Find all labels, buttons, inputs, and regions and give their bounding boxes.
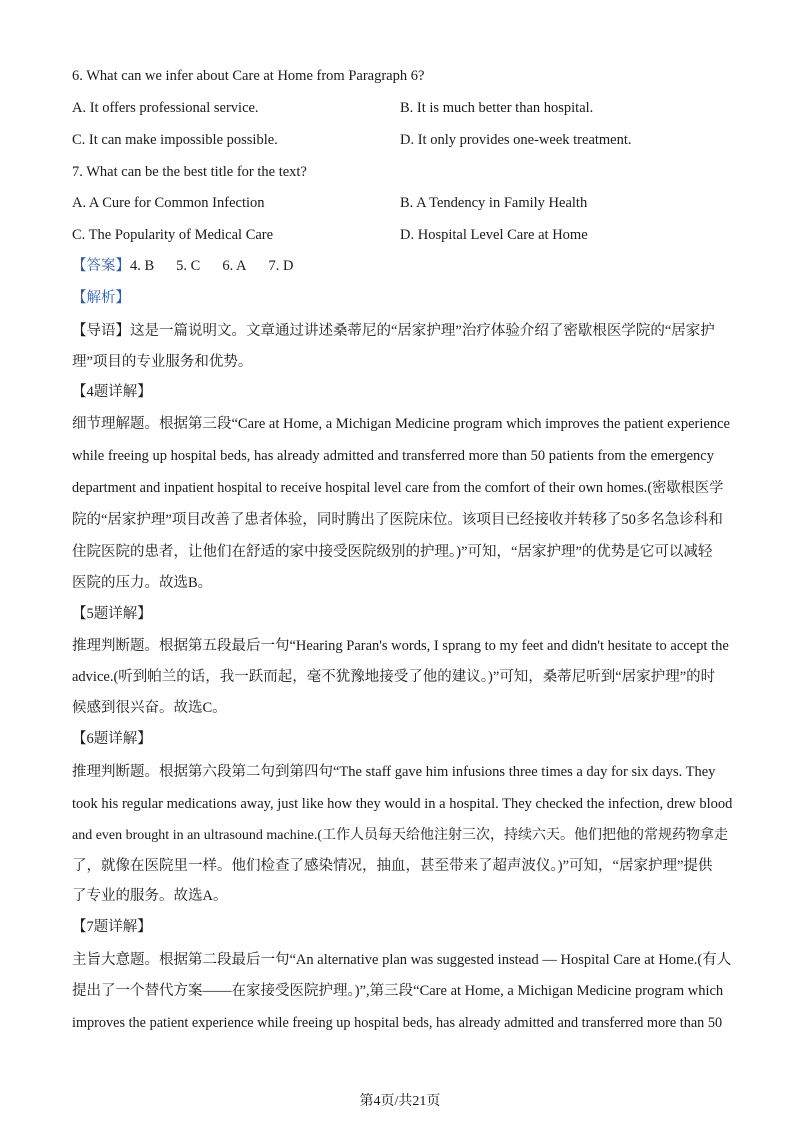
detail-6-heading: 【6题详解】 xyxy=(72,731,152,747)
q6-option-b: B. It is much better than hospital. xyxy=(400,100,594,116)
q7-option-a: A. A Cure for Common Infection xyxy=(72,195,265,211)
q6-option-d: D. It only provides one-week treatment. xyxy=(400,132,632,148)
detail-6-line: took his regular medications away, just like how they would in a hospital. They checked the infection, drew blood xyxy=(72,796,733,812)
detail-5-line: 候感到很兴奋。故选C。 xyxy=(72,700,227,716)
answer-label: 【答案】 xyxy=(72,258,130,274)
detail-4-line: 院的“居家护理”项目改善了患者体验，同时腾出了医院床位。该项目已经接收并转移了50多名急诊科和 xyxy=(72,512,723,528)
guide-line: 理”项目的专业服务和优势。 xyxy=(72,354,253,370)
q6-option-c: C. It can make impossible possible. xyxy=(72,132,278,148)
q7-option-d: D. Hospital Level Care at Home xyxy=(400,227,588,243)
detail-6-line: and even brought in an ultrasound machine.(工作人员每天给他注射三次，持续六天。他们把他的常规药物拿走 xyxy=(72,828,728,843)
page-number: 第4页/共21页 xyxy=(359,1094,441,1109)
detail-5-line: 推理判断题。根据第五段最后一句“Hearing Paran's words, I sprang to my feet and didn't hesitate to accept the xyxy=(72,638,729,654)
guide-line: 【导语】这是一篇说明文。文章通过讲述桑蒂尼的“居家护理”治疗体验介绍了密歇根医学院的“居家护 xyxy=(72,323,715,339)
q7-option-b: B. A Tendency in Family Health xyxy=(400,195,588,211)
detail-5-line: advice.(听到帕兰的话，我一跃而起，毫不犹豫地接受了他的建议。)”可知，桑蒂尼听到“居家护理”的时 xyxy=(72,669,716,685)
analysis-label: 【解析】 xyxy=(72,290,130,306)
answer-item: 7. D xyxy=(268,258,294,274)
detail-7-heading: 【7题详解】 xyxy=(72,919,152,935)
answer-line xyxy=(72,256,732,276)
answer-item: 5. C xyxy=(176,258,201,274)
detail-4-line: 住院医院的患者，让他们在舒适的家中接受医院级别的护理。)”可知，“居家护理”的优势是它可以减轻 xyxy=(72,544,713,560)
detail-6-line: 推理判断题。根据第六段第二句到第四句“The staff gave him infusions three times a day for six days. They xyxy=(72,764,716,780)
detail-7-line: improves the patient experience while freeing up hospital beds, has already admitted and transferred more than 50 xyxy=(72,1015,723,1031)
detail-6-line: 了专业的服务。故选A。 xyxy=(72,888,228,904)
detail-7-line: 提出了一个替代方案——在家接受医院护理。)”,第三段“Care at Home, a Michigan Medicine program which xyxy=(72,983,724,999)
q6-option-a: A. It offers professional service. xyxy=(72,100,259,116)
detail-6-line: 了，就像在医院里一样。他们检查了感染情况，抽血，甚至带来了超声波仪。)”可知，“居家护理”提供 xyxy=(72,858,713,874)
detail-4-line: while freeing up hospital beds, has already admitted and transferred more than 50 patients from the emergency xyxy=(72,448,714,464)
q7-option-c: C. The Popularity of Medical Care xyxy=(72,227,274,243)
detail-4-line: 医院的压力。故选B。 xyxy=(72,575,213,591)
detail-4-line: 细节理解题。根据第三段“Care at Home, a Michigan Medicine program which improves the patient experience xyxy=(72,416,730,432)
detail-5-heading: 【5题详解】 xyxy=(72,606,152,622)
answer-item: 4. B xyxy=(130,258,155,274)
detail-4-heading: 【4题详解】 xyxy=(72,384,152,400)
answer-item: 6. A xyxy=(222,258,247,274)
detail-7-line: 主旨大意题。根据第二段最后一句“An alternative plan was suggested instead — Hospital Care at Home.(有人 xyxy=(72,952,732,968)
question-6: 6. What can we infer about Care at Home from Paragraph 6? xyxy=(72,68,425,84)
detail-4-line: department and inpatient hospital to receive hospital level care from the comfort of their own homes.(密歇根医学 xyxy=(72,480,724,496)
question-7: 7. What can be the best title for the text? xyxy=(72,164,307,180)
